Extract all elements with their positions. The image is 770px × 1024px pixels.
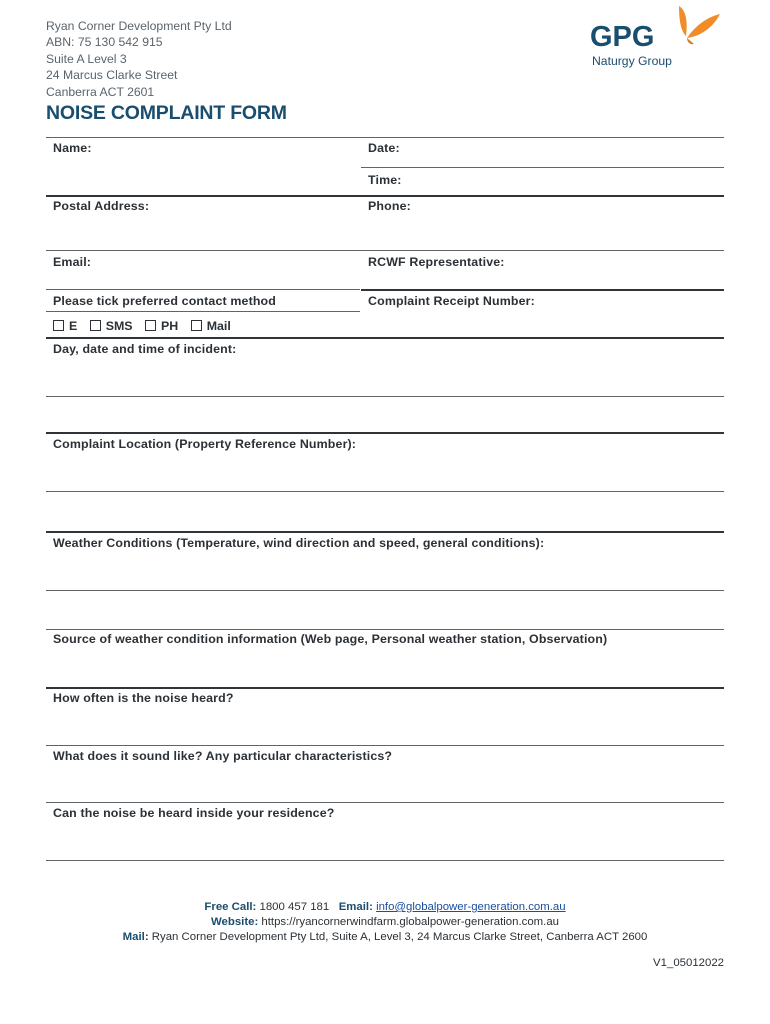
footer-email-link[interactable]: info@globalpower-generation.com.au <box>376 901 566 913</box>
name-label: Name: <box>53 141 92 155</box>
company-city: Canberra ACT 2601 <box>46 84 155 99</box>
inside-rule <box>46 860 724 861</box>
location-rule <box>46 491 724 492</box>
company-street: 24 Marcus Clarke Street <box>46 68 178 83</box>
date-rule <box>361 167 724 168</box>
noise-frequency-label: How often is the noise heard? <box>53 691 234 705</box>
email-label: Email: <box>53 255 92 269</box>
contact-method-label: Please tick preferred contact method <box>53 294 276 308</box>
noise-inside-label: Can the noise be heard inside your residence? <box>53 806 335 820</box>
company-name: Ryan Corner Development Pty Ltd <box>46 19 232 33</box>
time-label: Time: <box>368 173 402 187</box>
company-address <box>46 18 232 100</box>
contact-rule <box>46 311 360 312</box>
email-rule <box>46 289 360 290</box>
gpg-logo <box>590 4 730 70</box>
incident-rule <box>46 396 724 397</box>
options-rule <box>46 337 724 339</box>
checkbox-icon[interactable] <box>90 320 101 331</box>
frequency-rule <box>46 745 724 746</box>
checkbox-icon[interactable] <box>191 320 202 331</box>
checkbox-icon[interactable] <box>145 320 156 331</box>
source-rule <box>46 687 724 689</box>
weather-top-rule <box>46 531 724 533</box>
postal-address-label: Postal Address: <box>53 199 150 213</box>
name-rule <box>46 195 724 197</box>
contact-option-sms[interactable]: SMS <box>90 319 133 333</box>
logo-subtitle: Naturgy Group <box>592 54 672 68</box>
complaint-location-label: Complaint Location (Property Reference Number): <box>53 437 357 451</box>
weather-rule <box>46 590 724 591</box>
date-label: Date: <box>368 141 400 155</box>
weather-source-label: Source of weather condition information (Web page, Personal weather station, Observation) <box>53 632 608 646</box>
rcwf-representative-label: RCWF Representative: <box>368 255 505 269</box>
contact-option-ph[interactable]: PH <box>145 319 178 333</box>
phone-label: Phone: <box>368 199 411 213</box>
contact-option-mail[interactable]: Mail <box>191 319 231 333</box>
logo-wordmark: GPG <box>590 21 655 53</box>
location-top-rule <box>46 432 724 434</box>
contact-option-e[interactable]: E <box>53 319 77 333</box>
company-abn: ABN: 75 130 542 915 <box>46 35 163 50</box>
source-top-rule <box>46 629 724 630</box>
complaint-receipt-label: Complaint Receipt Number: <box>368 294 535 308</box>
footer-mail: Mail: Ryan Corner Development Pty Ltd, Suite A, Level 3, 24 Marcus Clarke Street, Canberra ACT 2600 <box>122 931 648 943</box>
incident-label: Day, date and time of incident: <box>53 342 237 356</box>
company-suite: Suite A Level 3 <box>46 51 127 66</box>
characteristics-rule <box>46 802 724 803</box>
noise-characteristics-label: What does it sound like? Any particular characteristics? <box>53 749 393 763</box>
form-title: NOISE COMPLAINT FORM <box>46 102 287 124</box>
footer-website-link[interactable]: https://ryancornerwindfarm.globalpower-generation.com.au <box>261 916 559 928</box>
checkbox-icon[interactable] <box>53 320 64 331</box>
postal-rule <box>46 250 724 251</box>
version-label: V1_05012022 <box>653 957 724 969</box>
contact-options <box>53 319 240 333</box>
footer-website: Website: https://ryancornerwindfarm.globalpower-generation.com.au <box>210 916 559 928</box>
rcwf-rule <box>361 289 724 291</box>
top-rule <box>46 137 724 138</box>
butterfly-icon <box>679 6 720 38</box>
footer-contact: Free Call: 1800 457 181 Email: info@globalpower-generation.com.au <box>204 901 566 913</box>
weather-conditions-label: Weather Conditions (Temperature, wind direction and speed, general conditions): <box>53 536 545 550</box>
